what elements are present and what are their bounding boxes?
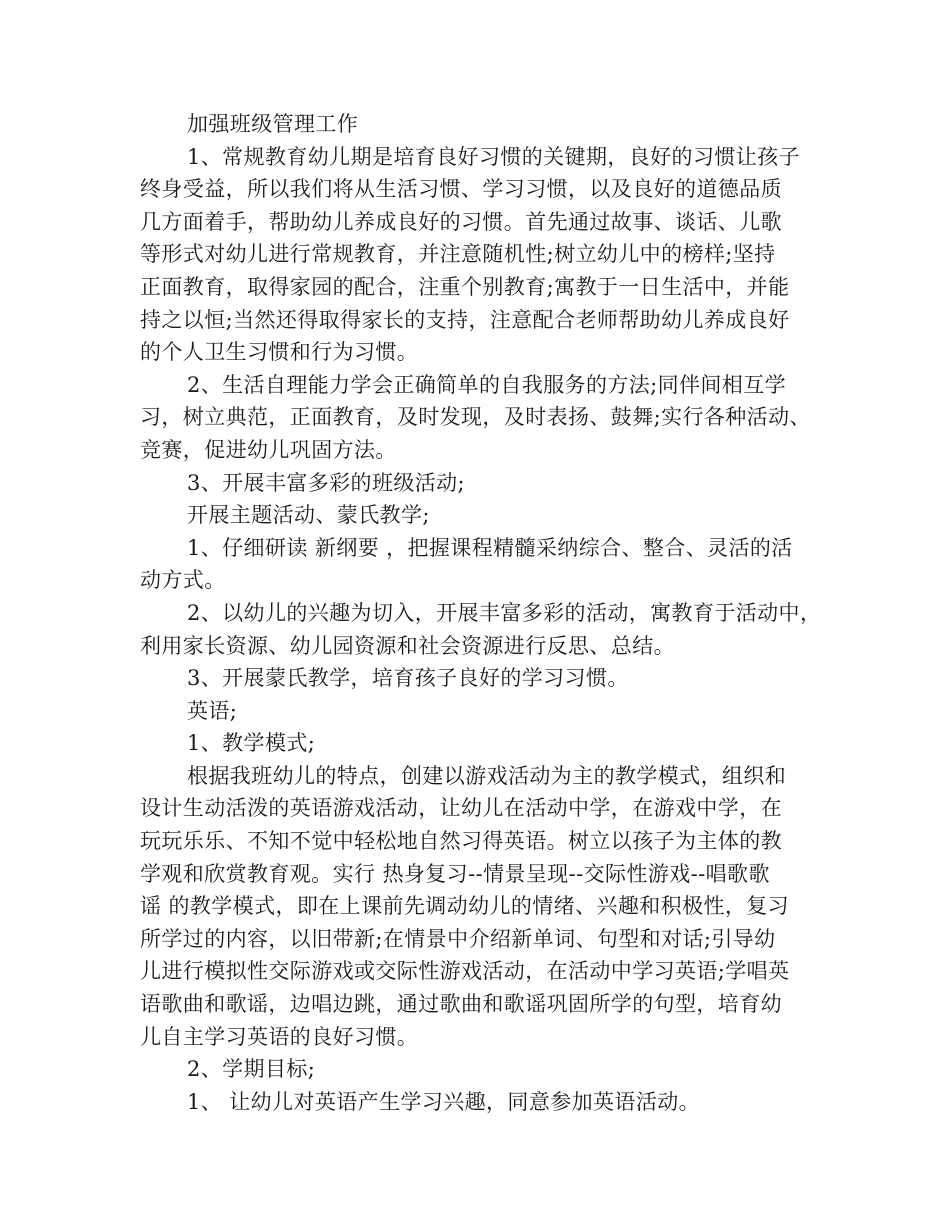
text-line: 动方式。 <box>140 568 226 593</box>
text-line: 根据我班幼儿的特点，创建以游戏活动为主的教学模式，组织和 <box>187 763 787 788</box>
text-line: 习，树立典范，正面教育，及时发现，及时表扬、鼓舞;实行各种活动、 <box>140 405 811 430</box>
document-body <box>140 108 820 1118</box>
text-line: 利用家长资源、幼儿园资源和社会资源进行反思、总结。 <box>140 633 675 658</box>
text-line: 3、开展蒙氏教学，培育孩子良好的学习习惯。 <box>187 666 629 691</box>
text-line: 2、以幼儿的兴趣为切入，开展丰富多彩的活动，寓教育于活动中， <box>187 600 822 625</box>
text-line: 所学过的内容，以旧带新;在情景中介绍新单词、句型和对话;引导幼 <box>140 926 776 951</box>
text-line: 1、仔细研读 新纲要 ，把握课程精髓采纳综合、整合、灵活的活 <box>187 535 793 560</box>
text-line: 开展主题活动、蒙氏教学; <box>187 503 430 528</box>
text-line: 语歌曲和歌谣，边唱边跳，通过歌曲和歌谣巩固所学的句型，培育幼 <box>140 992 782 1017</box>
text-line: 谣 的教学模式，即在上课前先调动幼儿的情绪、兴趣和积极性，复习 <box>140 894 790 919</box>
text-line: 玩玩乐乐、不知不觉中轻松地自然习得英语。树立以孩子为主体的教 <box>140 829 782 854</box>
text-line: 2、生活自理能力学会正确简单的自我服务的方法;同伴间相互学 <box>187 372 787 397</box>
text-line: 1、 让幼儿对英语产生学习兴趣，同意参加英语活动。 <box>187 1089 701 1114</box>
text-line: 2、学期目标; <box>187 1057 316 1082</box>
text-line: 几方面着手，帮助幼儿养成良好的习惯。首先通过故事、谈话、儿歌 <box>140 209 782 234</box>
text-line: 的个人卫生习惯和行为习惯。 <box>140 340 419 365</box>
text-line: 正面教育，取得家园的配合，注重个别教育;寓教于一日生活中，并能 <box>140 274 790 299</box>
text-line: 1、教学模式; <box>187 731 316 756</box>
text-line: 设计生动活泼的英语游戏活动，让幼儿在活动中学，在游戏中学，在 <box>140 796 782 821</box>
text-line: 3、开展丰富多彩的班级活动; <box>187 470 466 495</box>
text-line: 英语; <box>187 698 238 723</box>
text-line: 儿进行模拟性交际游戏或交际性游戏活动，在活动中学习英语;学唱英 <box>140 959 790 984</box>
text-line: 终身受益，所以我们将从生活习惯、学习习惯，以及良好的道德品质 <box>140 177 782 202</box>
text-line: 持之以恒;当然还得取得家长的支持，注意配合老师帮助幼儿养成良好 <box>140 307 790 332</box>
text-line: 1、常规教育幼儿期是培育良好习惯的关键期，良好的习惯让孩子 <box>187 144 800 169</box>
text-line: 竞赛，促进幼儿巩固方法。 <box>140 437 397 462</box>
text-line: 等形式对幼儿进行常规教育，并注意随机性;树立幼儿中的榜样;坚持 <box>140 242 776 267</box>
text-line: 学观和欣赏教育观。实行 热身复习--情景呈现--交际性游戏--唱歌歌 <box>140 861 770 886</box>
section-heading: 加强班级管理工作 <box>187 112 359 136</box>
text-line: 儿自主学习英语的良好习惯。 <box>140 1024 419 1049</box>
